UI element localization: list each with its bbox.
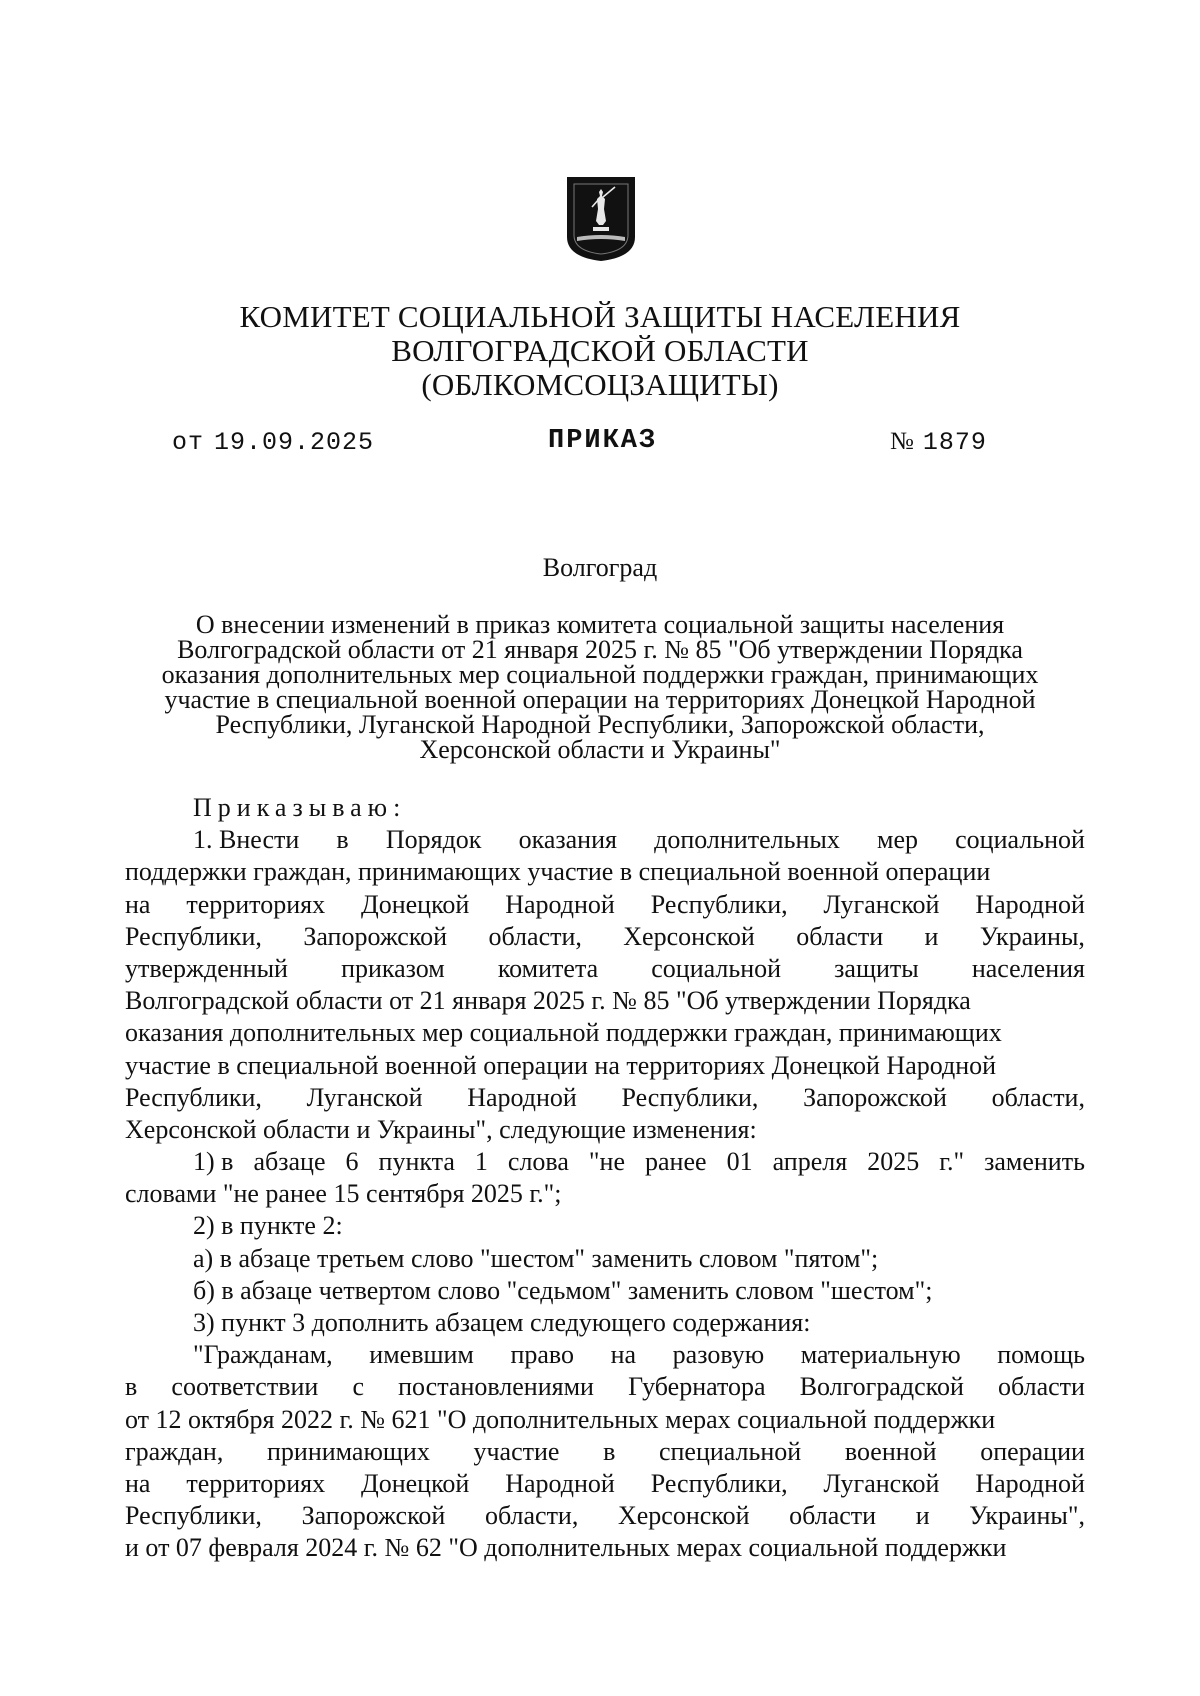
- body-word: социальной: [651, 953, 782, 983]
- city-name: Волгоград: [542, 553, 658, 582]
- body-word: населения: [971, 953, 1085, 983]
- body-word: "Гражданам,: [193, 1340, 333, 1370]
- body-word: Волгоградской: [799, 1372, 964, 1402]
- order-meta-line: [0, 428, 1200, 468]
- body-word: Запорожской: [301, 1501, 446, 1531]
- body-word: в: [603, 1436, 616, 1466]
- body-word: Донецкой: [360, 1468, 470, 1498]
- subject-line: Херсонской области и Украины": [419, 735, 781, 764]
- order-number: [890, 428, 987, 457]
- body-line: Херсонской области и Украины", следующие изменения:: [125, 1114, 757, 1144]
- org-line: ВОЛГОГРАДСКОЙ ОБЛАСТИ: [391, 333, 809, 368]
- body-line: 2) в пункте 2:: [193, 1211, 343, 1241]
- body-line: 3) пункт 3 дополнить абзацем следующего содержания:: [193, 1308, 811, 1337]
- body-word: и: [924, 921, 939, 951]
- body-word: в: [125, 1372, 138, 1402]
- body-word: абзаце: [253, 1147, 326, 1177]
- body-word: Народной: [505, 889, 615, 919]
- date-value: 19.09.2025: [214, 428, 375, 457]
- body-word: Республики,: [621, 1082, 759, 1112]
- body-word: области,: [488, 921, 582, 951]
- body-word: разовую: [672, 1340, 765, 1370]
- body-word: Республики,: [650, 1468, 788, 1498]
- body-word: Народной: [467, 1082, 577, 1112]
- body-word: комитета: [497, 953, 599, 983]
- number-prefix: №: [890, 428, 915, 455]
- body-word: территориях: [186, 889, 326, 919]
- body-word: мер: [876, 825, 918, 855]
- body-word: Херсонской: [617, 1501, 750, 1531]
- body-word: Херсонской: [623, 921, 755, 951]
- body-word: области: [796, 921, 884, 951]
- order-word: Приказываю:: [193, 793, 407, 822]
- subject-line: Республики, Луганской Народной Республики, Запорожской области,: [215, 710, 985, 739]
- body-word: Луганской: [823, 1468, 940, 1498]
- body-word: оказания: [518, 825, 617, 855]
- body-word: области: [998, 1372, 1085, 1402]
- org-line: (ОБЛКОМСОЦЗАЩИТЫ): [421, 367, 779, 402]
- body-word: Донецкой: [360, 889, 470, 919]
- body-word: утвержденный: [125, 953, 288, 983]
- body-word: Губернатора: [628, 1372, 766, 1402]
- coat-of-arms-emblem: [565, 175, 637, 263]
- body-word: военной: [844, 1436, 937, 1466]
- body-word: дополнительных: [654, 825, 840, 855]
- body-word: на: [125, 889, 151, 919]
- body-word: право: [510, 1340, 575, 1370]
- body-word: с: [352, 1372, 364, 1402]
- coat-of-arms-icon: [565, 175, 637, 263]
- body-word: приказом: [341, 953, 445, 983]
- body-line: [125, 953, 1085, 985]
- body-word: помощь: [997, 1340, 1085, 1370]
- subject-line: участие в специальной военной операции на территориях Донецкой Народной: [164, 685, 1036, 714]
- body-word: Украины",: [969, 1501, 1085, 1531]
- body-word: соответствии: [171, 1372, 319, 1402]
- body-word: социальной: [955, 825, 1085, 855]
- organization-name: [150, 300, 1050, 402]
- date-prefix: от: [172, 428, 205, 457]
- body-word: в: [336, 825, 349, 855]
- body-line: [125, 1500, 1085, 1532]
- body-word: области,: [484, 1501, 579, 1531]
- body-word: 6: [345, 1147, 359, 1177]
- body-word: ранее: [645, 1147, 707, 1177]
- body-line: от 12 октября 2022 г. № 621 "О дополнительных мерах социальной поддержки: [125, 1404, 996, 1434]
- body-word: Народной: [975, 889, 1085, 919]
- body-word: Запорожской: [803, 1082, 947, 1112]
- body-word: специальной: [658, 1436, 802, 1466]
- body-line: б) в абзаце четвертом слово "седьмом" заменить словом "шестом";: [193, 1275, 933, 1305]
- body-word: на: [125, 1468, 151, 1498]
- body-line: [125, 889, 1085, 921]
- subject-line: оказания дополнительных мер социальной поддержки граждан, принимающих: [161, 660, 1039, 689]
- body-line: а) в абзаце третьем слово "шестом" заменить словом "пятом";: [193, 1243, 879, 1273]
- body-word: имевшим: [369, 1340, 474, 1370]
- body-line: [125, 824, 1085, 856]
- body-word: г.": [939, 1147, 965, 1177]
- body-word: Республики,: [125, 921, 262, 951]
- body-word: защиты: [834, 953, 919, 983]
- body-line: и от 07 февраля 2024 г. № 62 "О дополнительных мерах социальной поддержки: [125, 1533, 1007, 1563]
- org-line: КОМИТЕТ СОЦИАЛЬНОЙ ЗАЩИТЫ НАСЕЛЕНИЯ: [239, 299, 961, 334]
- body-line: Волгоградской области от 21 января 2025 г. № 85 "Об утверждении Порядка: [125, 986, 971, 1016]
- body-word: на: [610, 1340, 637, 1370]
- body-word: Украины,: [979, 921, 1085, 951]
- body-word: Народной: [505, 1468, 615, 1498]
- body-word: пункта: [378, 1147, 455, 1177]
- body-word: 1. Внести: [193, 825, 300, 855]
- subject-line: О внесении изменений в приказ комитета социальной защиты населения: [195, 610, 1005, 639]
- body-word: Республики,: [650, 889, 788, 919]
- body-word: 1: [474, 1147, 488, 1177]
- body-word: Республики,: [125, 1501, 262, 1531]
- body-word: области,: [991, 1082, 1085, 1112]
- body-line: [125, 1146, 1085, 1178]
- body-line: оказания дополнительных мер социальной поддержки граждан, принимающих: [125, 1018, 1002, 1048]
- body-word: принимающих: [266, 1436, 430, 1466]
- body-line: [125, 1339, 1085, 1371]
- order-body: [125, 792, 1085, 1565]
- number-value: 1879: [922, 428, 987, 457]
- order-subject: [120, 612, 1080, 762]
- body-word: 01: [726, 1147, 753, 1177]
- body-word: операции: [980, 1436, 1085, 1466]
- body-word: "не: [588, 1147, 625, 1177]
- body-line: [125, 1082, 1085, 1114]
- body-word: граждан,: [125, 1436, 224, 1466]
- body-word: постановлениями: [398, 1372, 594, 1402]
- body-word: участие: [473, 1436, 560, 1466]
- body-line: [125, 1436, 1085, 1468]
- body-word: апреля: [772, 1147, 848, 1177]
- body-word: Запорожской: [303, 921, 448, 951]
- body-word: 1) в: [193, 1147, 234, 1177]
- body-line: [125, 1371, 1085, 1403]
- body-word: 2025: [867, 1147, 920, 1177]
- body-word: Луганской: [823, 889, 940, 919]
- subject-line: Волгоградской области от 21 января 2025 г. № 85 "Об утверждении Порядка: [177, 635, 1023, 664]
- document-type-title: ПРИКАЗ: [548, 426, 658, 456]
- body-line: [125, 921, 1085, 953]
- body-line: участие в специальной военной операции на территориях Донецкой Народной: [125, 1050, 997, 1080]
- body-word: Республики,: [125, 1082, 262, 1112]
- body-line: поддержки граждан, принимающих участие в специальной военной операции: [125, 857, 991, 887]
- body-word: заменить: [984, 1147, 1085, 1177]
- body-word: Народной: [975, 1468, 1085, 1498]
- order-date: [172, 428, 374, 457]
- body-line: словами "не ранее 15 сентября 2025 г.";: [125, 1179, 562, 1209]
- body-word: Луганской: [306, 1082, 423, 1112]
- body-word: области: [789, 1501, 877, 1531]
- body-word: и: [915, 1501, 930, 1531]
- body-line: [125, 1468, 1085, 1500]
- body-word: слова: [507, 1147, 569, 1177]
- body-word: территориях: [186, 1468, 326, 1498]
- body-word: Порядок: [385, 825, 482, 855]
- body-word: материальную: [800, 1340, 961, 1370]
